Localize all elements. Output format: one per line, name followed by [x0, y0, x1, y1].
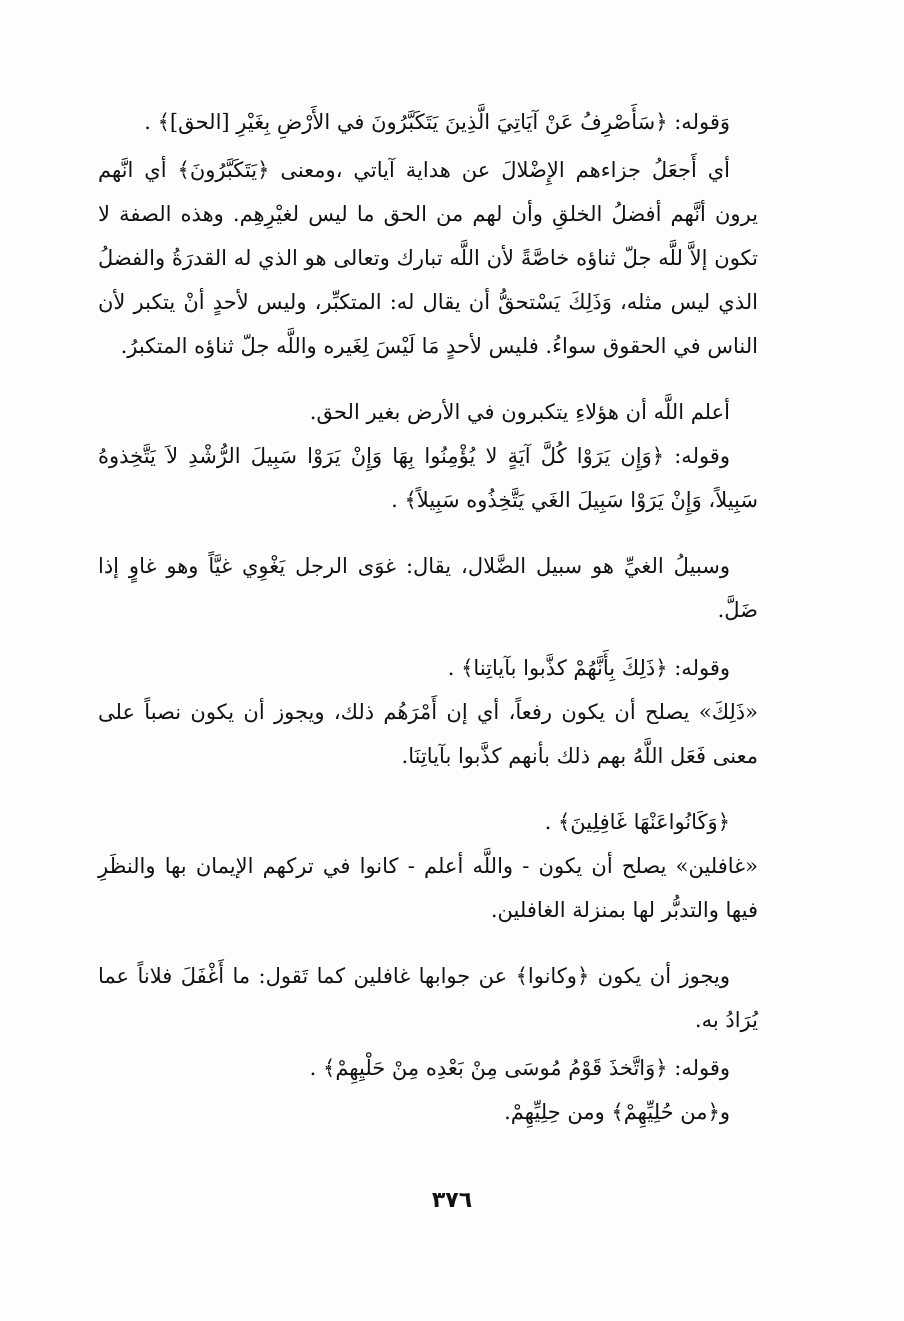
paragraph-alternative-reading: ويجوز أن يكون ﴿وكانوا﴾ عن جوابها غافلين كما تَقول: ما أَغْفَلَ فلاناً عما يُرَادُ به.: [98, 964, 758, 1032]
paragraph-ornaments-readings: و﴿من حُلِيِّهِمْ﴾ ومن حِلِيِّهِمْ.: [504, 1100, 730, 1124]
paragraph-explanation-arrogance: أي أَجعَلُ جزاءهم الإِضْلالَ عن هداية آياتي ،ومعنى ﴿يَتَكَبَّرُونَ﴾ أي انَّهم يرون أنَّهم أفضلُ الخلقِ وأن لهم من الحق ما ليس لغيْرِهِم. وهذه الصفة لا تكون إلاَّ للَّه جلّ ثناؤه خاصَّةً لأن اللَّه تبارك وتعالى هو الذي له القدرَةُ والفضلُ الذي ليس مثله، وَذَلِكَ يَسْتحقُّ أن يقال له: المتكبِّر، وليس لأحدٍ أنْ يتكبر لأن الناس في الحقوق سواءُ. فليس لأحدٍ مَا لَيْسَ لِغَيره واللَّه جلّ ثناؤه المتكبرُ.: [98, 158, 758, 358]
paragraph-quote-heedless: ﴿وَكَانُواعَنْهَا غَافِلِينَ﴾ .: [544, 810, 730, 834]
paragraph-quote-ornaments: وقوله: ﴿وَاتَّخذَ قَوْمُ مُوسَى مِنْ بَعْدِه مِنْ حَلْيِهِمْ﴾ .: [309, 1056, 730, 1080]
paragraph-grammar-dhalika: «ذَلِكَ» يصلح أن يكون رفعاً، أي إن أَمْرَهُم ذلك، ويجوز أن يكون نصباً على معنى فَعَل اللَّهُ بهم ذلك بأنهم كذَّبوا بآياتِنَا.: [98, 700, 758, 768]
paragraph-god-informed: أعلم اللَّه أن هؤلاءِ يتكبرون في الأرض بغير الحق.: [309, 400, 730, 424]
paragraph-quote-denied: وقوله: ﴿ذَلِكَ بِأَنَّهُمْ كذَّبوا بآياتِنا﴾ .: [447, 656, 730, 680]
paragraph-path-of-error: وسبيلُ الغيِّ هو سبيل الضَّلال، يقال: غوَى الرجل يَغْوِي غيَّاً وهو غاوٍ إذا ضَلَّ.: [98, 554, 758, 622]
paragraph-quote-signs: وقوله: ﴿وَإِن يَرَوْا كُلَّ آيَةٍ لا يُؤْمِنُوا بِهَا وَإِنْ يَرَوْا سَبِيلَ الرُّشْدِ لاَ يَتَّخِذوهُ سَبِيلاً، وَإِنْ يَرَوْا سَبِيلَ الغَي يَتَّخِذُوه سَبِيلاً﴾ .: [98, 444, 758, 512]
page-number: ٣٧٦: [431, 1188, 473, 1213]
page-body: [98, 100, 758, 1134]
paragraph-heedless-explanation: «غافلين» يصلح أن يكون - واللَّه أعلم - كانوا في تركهم الإيمان بها والنظَرِ فيها والتدبُّر لها بمنزلة الغافلين.: [98, 854, 758, 922]
paragraph-quote-verse: وَقوله: ﴿سَأَصْرِفُ عَنْ آيَاتِيَ الَّذِينَ يَتَكَبَّرُونَ في الأَرْضِ بِغَيْرِ [الحق]﴾ .: [144, 110, 730, 134]
